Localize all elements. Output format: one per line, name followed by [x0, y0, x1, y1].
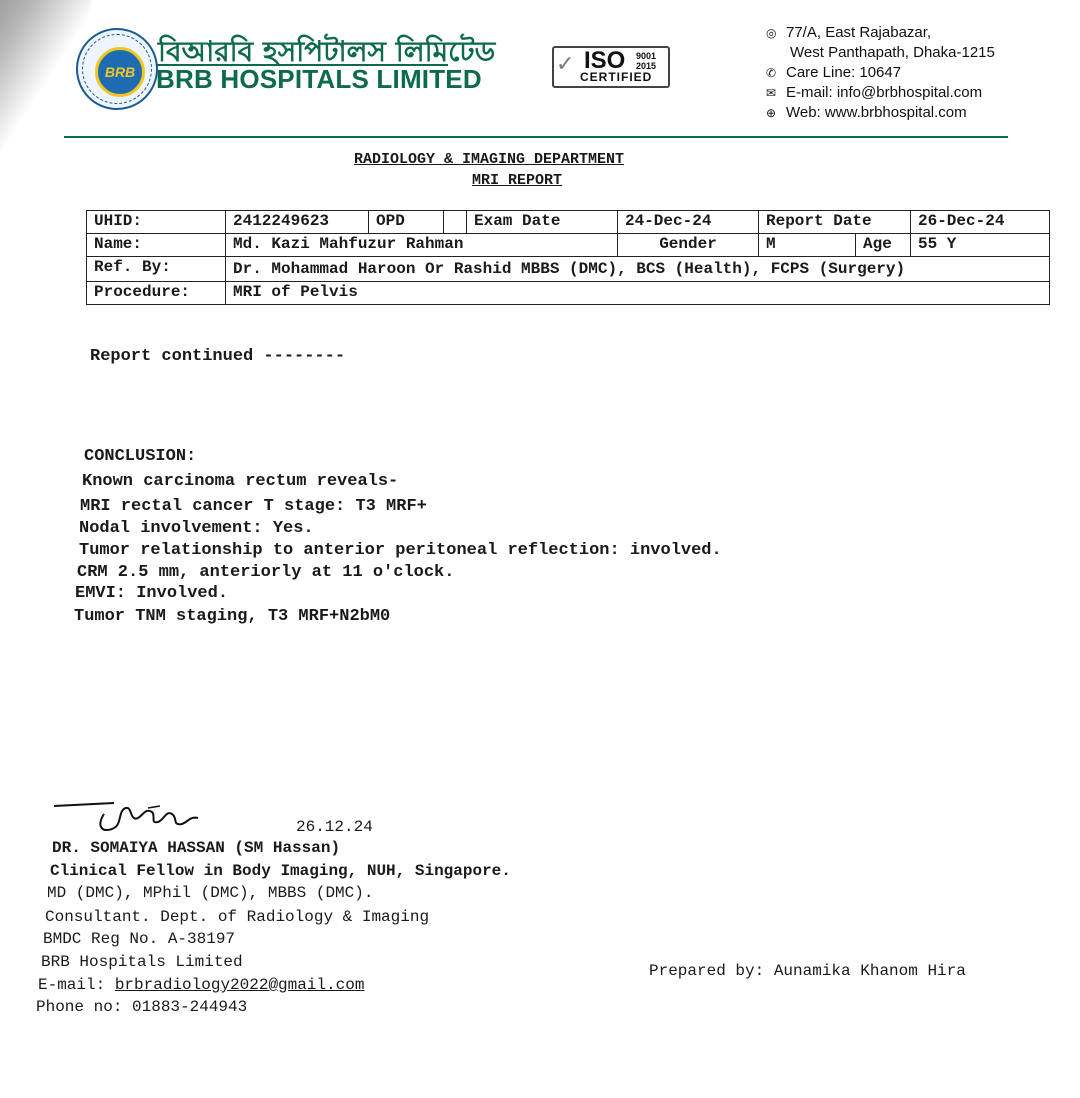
contact-care-line	[766, 64, 901, 81]
conclusion-line: MRI rectal cancer T stage: T3 MRF+	[80, 497, 427, 516]
doctor-email-row	[38, 976, 364, 994]
contact-web	[766, 104, 967, 121]
care-line-text: Care Line: 10647	[786, 64, 902, 81]
conclusion-line: EMVI: Involved.	[75, 584, 229, 603]
report-date-value: 26-Dec-24	[911, 211, 1050, 234]
table-row	[87, 211, 1050, 234]
hospital-name-bengali: বিআরবি হসপিটালস লিমিটেড	[158, 35, 496, 68]
globe-icon: ⊕	[766, 106, 777, 120]
mail-icon: ✉	[766, 86, 777, 100]
bmdc-registration: BMDC Reg No. A-38197	[43, 930, 236, 948]
department-title: RADIOLOGY & IMAGING DEPARTMENT	[354, 151, 625, 168]
conclusion-line: CRM 2.5 mm, anteriorly at 11 o'clock.	[77, 563, 455, 582]
contact-email	[766, 84, 982, 101]
table-row	[87, 282, 1050, 305]
phone-icon: ✆	[766, 66, 777, 80]
report-date-label: Report Date	[759, 211, 911, 234]
email-text: E-mail: info@brbhospital.com	[786, 84, 983, 101]
location-pin-icon: ◎	[766, 26, 777, 40]
iso-certified-label: CERTIFIED	[580, 70, 653, 84]
hospital-logo-seal	[76, 28, 158, 110]
web-text: Web: www.brbhospital.com	[786, 104, 967, 121]
empty-cell	[444, 211, 467, 234]
report-continued: Report continued --------	[90, 347, 346, 366]
prepared-by: Prepared by: Aunamika Khanom Hira	[649, 962, 966, 980]
header-divider	[64, 136, 1008, 138]
contact-address	[766, 24, 931, 41]
patient-name: Md. Kazi Mahfuzur Rahman	[226, 234, 618, 257]
address-line-1: 77/A, East Rajabazar,	[786, 24, 932, 41]
signature-date: 26.12.24	[296, 818, 373, 836]
gender-label: Gender	[618, 234, 759, 257]
organization-name: BRB Hospitals Limited	[41, 953, 243, 971]
logo-monogram: BRB	[95, 47, 145, 97]
uhid-value: 2412249623	[226, 211, 369, 234]
doctor-phone: Phone no: 01883-244943	[36, 998, 248, 1016]
check-mark-icon: ✓	[556, 52, 575, 77]
name-label: Name:	[87, 234, 226, 257]
doctor-name: DR. SOMAIYA HASSAN (SM Hassan)	[52, 839, 341, 857]
patient-info-table	[86, 210, 1050, 305]
iso-mark: ISO	[584, 47, 626, 74]
handwritten-signature	[52, 796, 212, 838]
referring-doctor: Dr. Mohammad Haroon Or Rashid MBBS (DMC), BCS (Health), FCPS (Surgery)	[226, 257, 1050, 282]
iso-standard-year	[636, 51, 660, 71]
iso-standard: 9001	[636, 51, 657, 61]
table-row	[87, 234, 1050, 257]
uhid-label: UHID:	[87, 211, 226, 234]
exam-date-value: 24-Dec-24	[618, 211, 759, 234]
doctor-email-link[interactable]: brbradiology2022@gmail.com	[114, 976, 365, 994]
visit-type: OPD	[369, 211, 444, 234]
conclusion-line: Tumor TNM staging, T3 MRF+N2bM0	[74, 607, 391, 626]
gender-value: M	[759, 234, 856, 257]
procedure-value: MRI of Pelvis	[226, 282, 1050, 305]
age-value: 55 Y	[911, 234, 1050, 257]
address-line-2: West Panthapath, Dhaka-1215	[790, 44, 995, 61]
email-label: E-mail:	[38, 976, 106, 994]
exam-date-label: Exam Date	[467, 211, 618, 234]
conclusion-line: Nodal involvement: Yes.	[79, 519, 314, 538]
ref-by-label: Ref. By:	[87, 257, 226, 282]
hospital-name-english: BRB HOSPITALS LIMITED	[156, 64, 482, 94]
doctor-position: Consultant. Dept. of Radiology & Imaging	[45, 908, 430, 926]
iso-year: 2015	[636, 61, 657, 71]
procedure-label: Procedure:	[87, 282, 226, 305]
conclusion-line: Tumor relationship to anterior peritoneal reflection: involved.	[79, 541, 722, 560]
doctor-degrees: MD (DMC), MPhil (DMC), MBBS (DMC).	[47, 884, 374, 902]
report-title: MRI REPORT	[472, 172, 563, 189]
page-fold-shadow	[0, 0, 95, 197]
conclusion-line: Known carcinoma rectum reveals-	[82, 472, 399, 491]
doctor-fellowship: Clinical Fellow in Body Imaging, NUH, Singapore.	[50, 862, 511, 880]
conclusion-heading: CONCLUSION:	[84, 447, 197, 466]
table-row	[87, 257, 1050, 282]
age-label: Age	[856, 234, 911, 257]
